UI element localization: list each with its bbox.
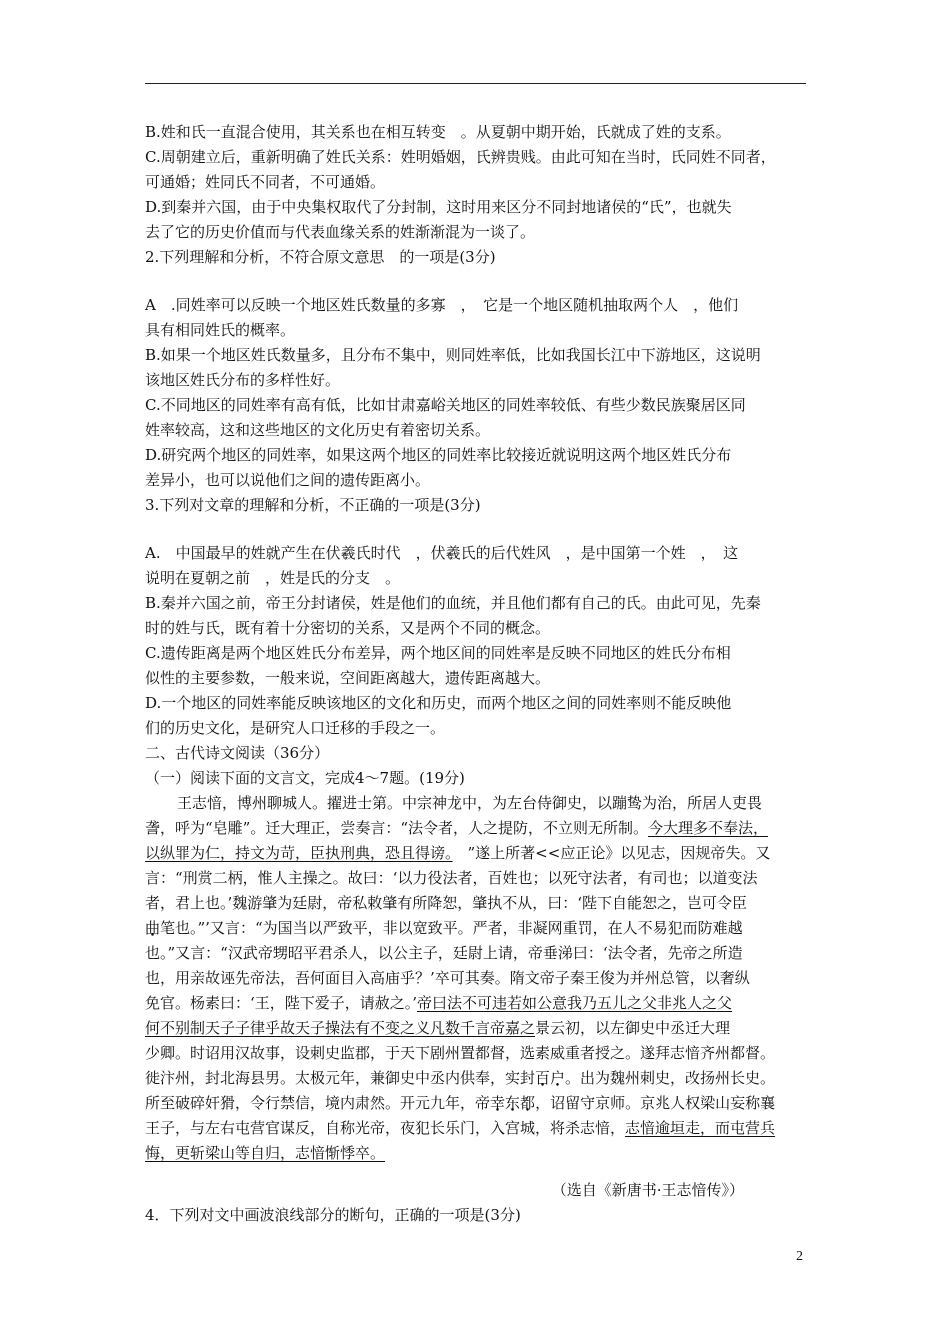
subsection-heading: （一）阅读下面的文言文，完成4～7题。(19分) xyxy=(145,769,465,787)
dotted-char: 户 xyxy=(550,1069,566,1087)
passage-line-10 xyxy=(145,1016,806,1041)
passage-text: 。出为魏州刺史，改扬州长史。 xyxy=(565,1069,776,1087)
option-2a-cont: 具有相同姓氏的概率。 xyxy=(145,321,296,339)
option-2b: B.如果一个地区姓氏数量多，且分布不集中，则同姓率低，比如我国长江中下游地区，这说明 xyxy=(145,346,761,364)
passage-source: （选自《新唐书·王志愔传》） xyxy=(551,1181,744,1199)
document-body xyxy=(145,120,806,1228)
underlined-text: 悔，更斩梁山等自归，志愔惭悸卒。 xyxy=(145,1144,386,1162)
passage-line-8: 也，用亲故诬先帝法，吾何面目入高庙乎？’卒可其奏。隋文帝子秦王俊为并州总管，以奢纵 xyxy=(145,969,750,987)
option-3c-cont: 似性的主要参数，一般来说，空间距离越大，遗传距离越大。 xyxy=(145,669,551,687)
wavy-underlined-text: 何不别制天子子律乎故天子操法有不变之义凡数千言帝嘉之 xyxy=(145,1019,536,1037)
header-rule xyxy=(145,83,806,84)
option-2c: C.不同地区的同姓率有高有低，比如甘肃嘉峪关地区的同姓率较低、有些少数民族聚居区同 xyxy=(145,396,746,414)
passage-line-9 xyxy=(145,991,806,1016)
option-3b: B.秦并六国之前，帝王分封诸侯，姓是他们的血统，并且他们都有自己的氏。由此可见，先秦 xyxy=(145,594,761,612)
wavy-underlined-text: 帝曰法不可违若如公意我乃五儿之父非兆人之父 xyxy=(417,994,733,1012)
passage-text: 王子，与左右屯营官谋反，自称光帝，夜犯长乐门，入宫城，将杀志愔， xyxy=(145,1119,626,1137)
passage-text: 所至破碎奸猾，令行禁信，境内肃然。开元九年，帝 xyxy=(145,1094,491,1112)
passage-text: 笔也。”’又言：“为国当以严致平，非以宽致平。严者，非凝网重罚，在人不易犯而防难越 xyxy=(160,919,743,937)
passage-line-6 xyxy=(145,916,806,941)
option-2c-cont: 姓率较高，这和这些地区的文化历史有着密切关系。 xyxy=(145,421,491,439)
option-3a: A. 中国最早的姓就产生在伏羲氏时代 ，伏羲氏的后代姓风 ，是中国第一个姓 ， 这 xyxy=(145,544,739,562)
passage-text: 免官。杨素曰：‘王，陛下爱子，请赦之。’ xyxy=(145,994,418,1012)
option-1c-cont: 可通婚；姓同氏不同者，不可通婚。 xyxy=(145,173,386,191)
underlined-text: 以纵罪为仁，持文为苛，臣执刑典，恐且得谤。 xyxy=(145,844,453,862)
passage-line-2 xyxy=(145,816,806,841)
option-3a-cont: 说明在夏朝之前 ，姓是氏的分支 。 xyxy=(145,569,401,587)
option-3d-cont: 们的历史文化，是研究人口迁移的手段之一。 xyxy=(145,719,446,737)
passage-text: 景云初，以左御史中丞迁大理 xyxy=(535,1019,731,1037)
underlined-text: 今大理多不奉法， xyxy=(648,819,769,837)
option-1b: B.姓和氏一直混合使用，其关系也在相互转变 。从夏朝中期开始，氏就成了姓的支系。 xyxy=(145,123,731,141)
passage-line-15 xyxy=(145,1141,806,1166)
passage-line-5: 者，君上也。’魏游肇为廷尉，帝私敕肇有所降恕，肇执不从，曰：‘陛下自能恕之，岂可令臣 xyxy=(145,894,748,912)
dotted-text xyxy=(535,1069,565,1087)
dotted-char: 百 xyxy=(535,1069,551,1087)
passage-text: ”遂上所著<<应正论》以见志，因规帝失。又 xyxy=(452,844,771,862)
passage-line-11: 少卿。时诏用汉故事，设刺史监郡，于天下剧州置都督，选素威重者授之。遂拜志愔齐州都督。 xyxy=(145,1044,776,1062)
question-2: 2.下列理解和分析，不符合原文意思 的一项是(3分) xyxy=(145,248,496,266)
passage-text: ，诏留守京师。京兆人权梁山妄称襄 xyxy=(535,1094,776,1112)
passage-line-14 xyxy=(145,1116,806,1141)
option-2d-cont: 差异小，也可以说他们之间的遗传距离小。 xyxy=(145,471,431,489)
question-4: 4．下列对文中画波浪线部分的断句，正确的一项是(3分) xyxy=(145,1206,521,1224)
option-2b-cont: 该地区姓氏分布的多样性好。 xyxy=(145,371,341,389)
dotted-char: 都 xyxy=(520,1094,536,1112)
dotted-text: 曲 xyxy=(145,919,161,937)
option-1d-cont: 去了它的历史价值而与代表血缘关系的姓渐渐混为一谈了。 xyxy=(145,223,536,241)
page-number: 2 xyxy=(796,1249,803,1264)
passage-line-4: 言：“刑赏二柄，惟人主操之。故曰：‘以力役法者，百姓也；以死守法者，有司也；以道变法 xyxy=(145,869,758,887)
passage-text: 詟，呼为“皂雕”。迁大理正，尝奏言：“法令者，人之提防，不立则无所制。 xyxy=(145,819,649,837)
option-2d: D.研究两个地区的同姓率，如果这两个地区的同姓率比较接近就说明这两个地区姓氏分布 xyxy=(145,446,732,464)
option-2a: A .同姓率可以反映一个地区姓氏数量的多寡 ， 它是一个地区随机抽取两个人 ，他们 xyxy=(145,296,739,314)
option-3d: D.一个地区的同姓率能反映该地区的文化和历史，而两个地区之间的同姓率则不能反映他 xyxy=(145,694,732,712)
dotted-char: 东 xyxy=(505,1094,521,1112)
option-1c: C.周朝建立后，重新明确了姓氏关系：姓明婚姻，氏辨贵贱。由此可知在当时，氏同姓不同者， xyxy=(145,148,776,166)
question-3: 3.下列对文章的理解和分析，不正确的一项是(3分) xyxy=(145,496,481,514)
passage-text: 徙汴州，封北海县男。太极元年，兼御史中丞内供奉，实封 xyxy=(145,1069,536,1087)
section-heading: 二、古代诗文阅读（36分） xyxy=(145,744,330,762)
dotted-char: 幸 xyxy=(490,1094,506,1112)
passage-line-7: 也。”又言：“汉武帝甥昭平君杀人，以公主子，廷尉上请，帝垂涕曰：‘法令者，先帝之所造 xyxy=(145,944,743,962)
passage-line-13 xyxy=(145,1091,806,1116)
option-3c: C.遗传距离是两个地区姓氏分布差异，两个地区间的同姓率是反映不同地区的姓氏分布相 xyxy=(145,644,731,662)
option-1d: D.到秦并六国，由于中央集权取代了分封制，这时用来区分不同封地诸侯的“氏”，也就失 xyxy=(145,198,732,216)
passage-line-12 xyxy=(145,1066,806,1091)
dotted-text xyxy=(490,1094,535,1112)
passage-line-1: 王志愔，博州聊城人。擢进士第。中宗神龙中，为左台侍御史，以蹦鸷为治，所居人吏畏 xyxy=(177,794,763,812)
passage-line-3 xyxy=(145,841,806,866)
option-3b-cont: 时的姓与氏，既有着十分密切的关系，又是两个不同的概念。 xyxy=(145,619,551,637)
underlined-text: 志愔逾垣走，而屯营兵 xyxy=(625,1119,776,1137)
